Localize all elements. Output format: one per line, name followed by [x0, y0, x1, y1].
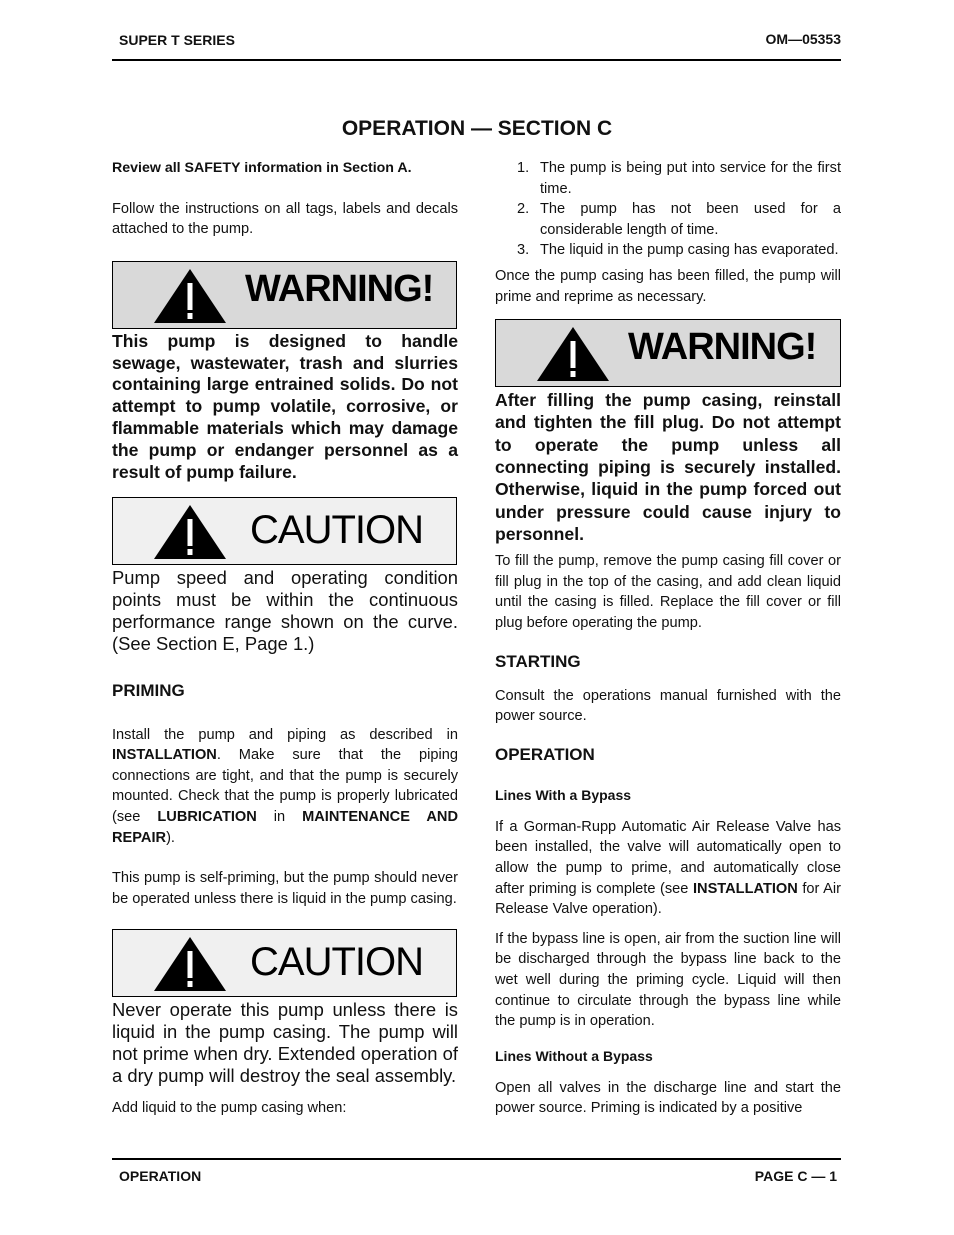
exclamation-triangle-icon — [153, 936, 227, 992]
once-filled-paragraph: Once the pump casing has been filled, the pump will prime and reprime as necessary. — [495, 267, 841, 305]
footer-section: OPERATION — [119, 1168, 202, 1184]
page-header — [112, 31, 841, 61]
priming-paragraph-2: This pump is self-priming, but the pump should never be operated unless there is liquid in the pump casing. — [112, 870, 458, 907]
starting-paragraph: Consult the operations manual furnished with the power source. — [495, 687, 841, 725]
left-column — [112, 158, 458, 1119]
header-doc-number: OM—05353 — [765, 31, 841, 47]
warning-sign-2 — [495, 319, 841, 387]
warning-word: WARNING! — [628, 326, 817, 369]
bypass-paragraph-2: If the bypass line is open, air from the suction line will be discharged through the bypass line back to the wet well during the priming cycle. Liquid will then continue to circulate through the bypass line while the pump is in operation. — [495, 930, 841, 1030]
caution-text-2: Never operate this pump unless there is liquid in the pump casing. The pump will not prime when dry. Extended operation of a dry pump will destroy the seal assembly. — [112, 999, 458, 1086]
warning-text-2: After filling the pump casing, reinstall and tighten the fill plug. Do not attempt to operate the pump unless all connecting piping is securely installed. Otherwise, liquid in the pump forced out under pressure could cause injury to personnel. — [495, 390, 841, 544]
page-title: OPERATION — SECTION C — [341, 117, 613, 140]
add-liquid-intro: Add liquid to the pump casing when: — [112, 1100, 347, 1117]
right-column — [495, 158, 841, 1119]
no-bypass-heading: Lines Without a Bypass — [495, 1047, 653, 1064]
exclamation-triangle-icon — [153, 504, 227, 560]
add-liquid-conditions-list — [495, 158, 841, 261]
warning-sign-1 — [112, 261, 457, 329]
follow-instructions: Follow the instructions on all tags, labels and decals attached to the pump. — [112, 200, 458, 238]
caution-sign-2 — [112, 929, 457, 997]
exclamation-triangle-icon — [153, 268, 227, 324]
exclamation-triangle-icon — [536, 326, 610, 382]
warning-text-1: This pump is designed to handle sewage, wastewater, trash and slurries containing large entrained solids. Do not attempt to pump volatile, corrosive, or flammable materials which may damage the pump or endanger personnel as a result of pump failure. — [112, 330, 458, 482]
review-safety-note: Review all SAFETY information in Section A. — [112, 160, 412, 176]
warning-word: WARNING! — [245, 267, 434, 310]
operation-heading: OPERATION — [495, 744, 595, 764]
starting-heading: STARTING — [495, 651, 581, 671]
caution-word: CAUTION — [250, 940, 423, 985]
priming-heading: PRIMING — [112, 680, 185, 700]
caution-word: CAUTION — [250, 508, 423, 553]
priming-paragraph-1: Install the pump and piping as described in INSTALLATION. Make sure that the piping connections are tight, and that the pump is securely mounted. Check that the pump is properly lubricated (see LUBRICATION in MAINTENANCE AND REPAIR). — [112, 726, 458, 846]
list-item: 3. The liquid in the pump casing has evaporated. — [517, 242, 839, 259]
bypass-paragraph-1: If a Gorman-Rupp Automatic Air Release Valve has been installed, the valve will automatically open to allow the pump to prime, and automatically close after priming is complete (see INSTALLATION for Air Release Valve operation). — [495, 818, 841, 918]
header-series: SUPER T SERIES — [119, 32, 235, 48]
no-bypass-paragraph: Open all valves in the discharge line and start the power source. Priming is indicated by a positive — [495, 1079, 841, 1117]
fill-pump-paragraph: To fill the pump, remove the pump casing fill cover or fill plug in the top of the casing, and add clean liquid until the casing is filled. Replace the fill cover or fill plug before operating the pump. — [495, 553, 841, 632]
caution-text-1: Pump speed and operating condition points must be within the continuous performance range shown on the curve. (See Section E, Page 1.) — [112, 567, 458, 654]
bypass-heading: Lines With a Bypass — [495, 786, 632, 803]
list-item: 2. The pump has not been used for a considerable length of time. — [517, 201, 841, 238]
list-item: 1. The pump is being put into service for the first time. — [517, 160, 841, 197]
footer-page-number: PAGE C — 1 — [754, 1168, 837, 1184]
page-footer — [112, 1158, 841, 1190]
caution-sign-1 — [112, 497, 457, 565]
